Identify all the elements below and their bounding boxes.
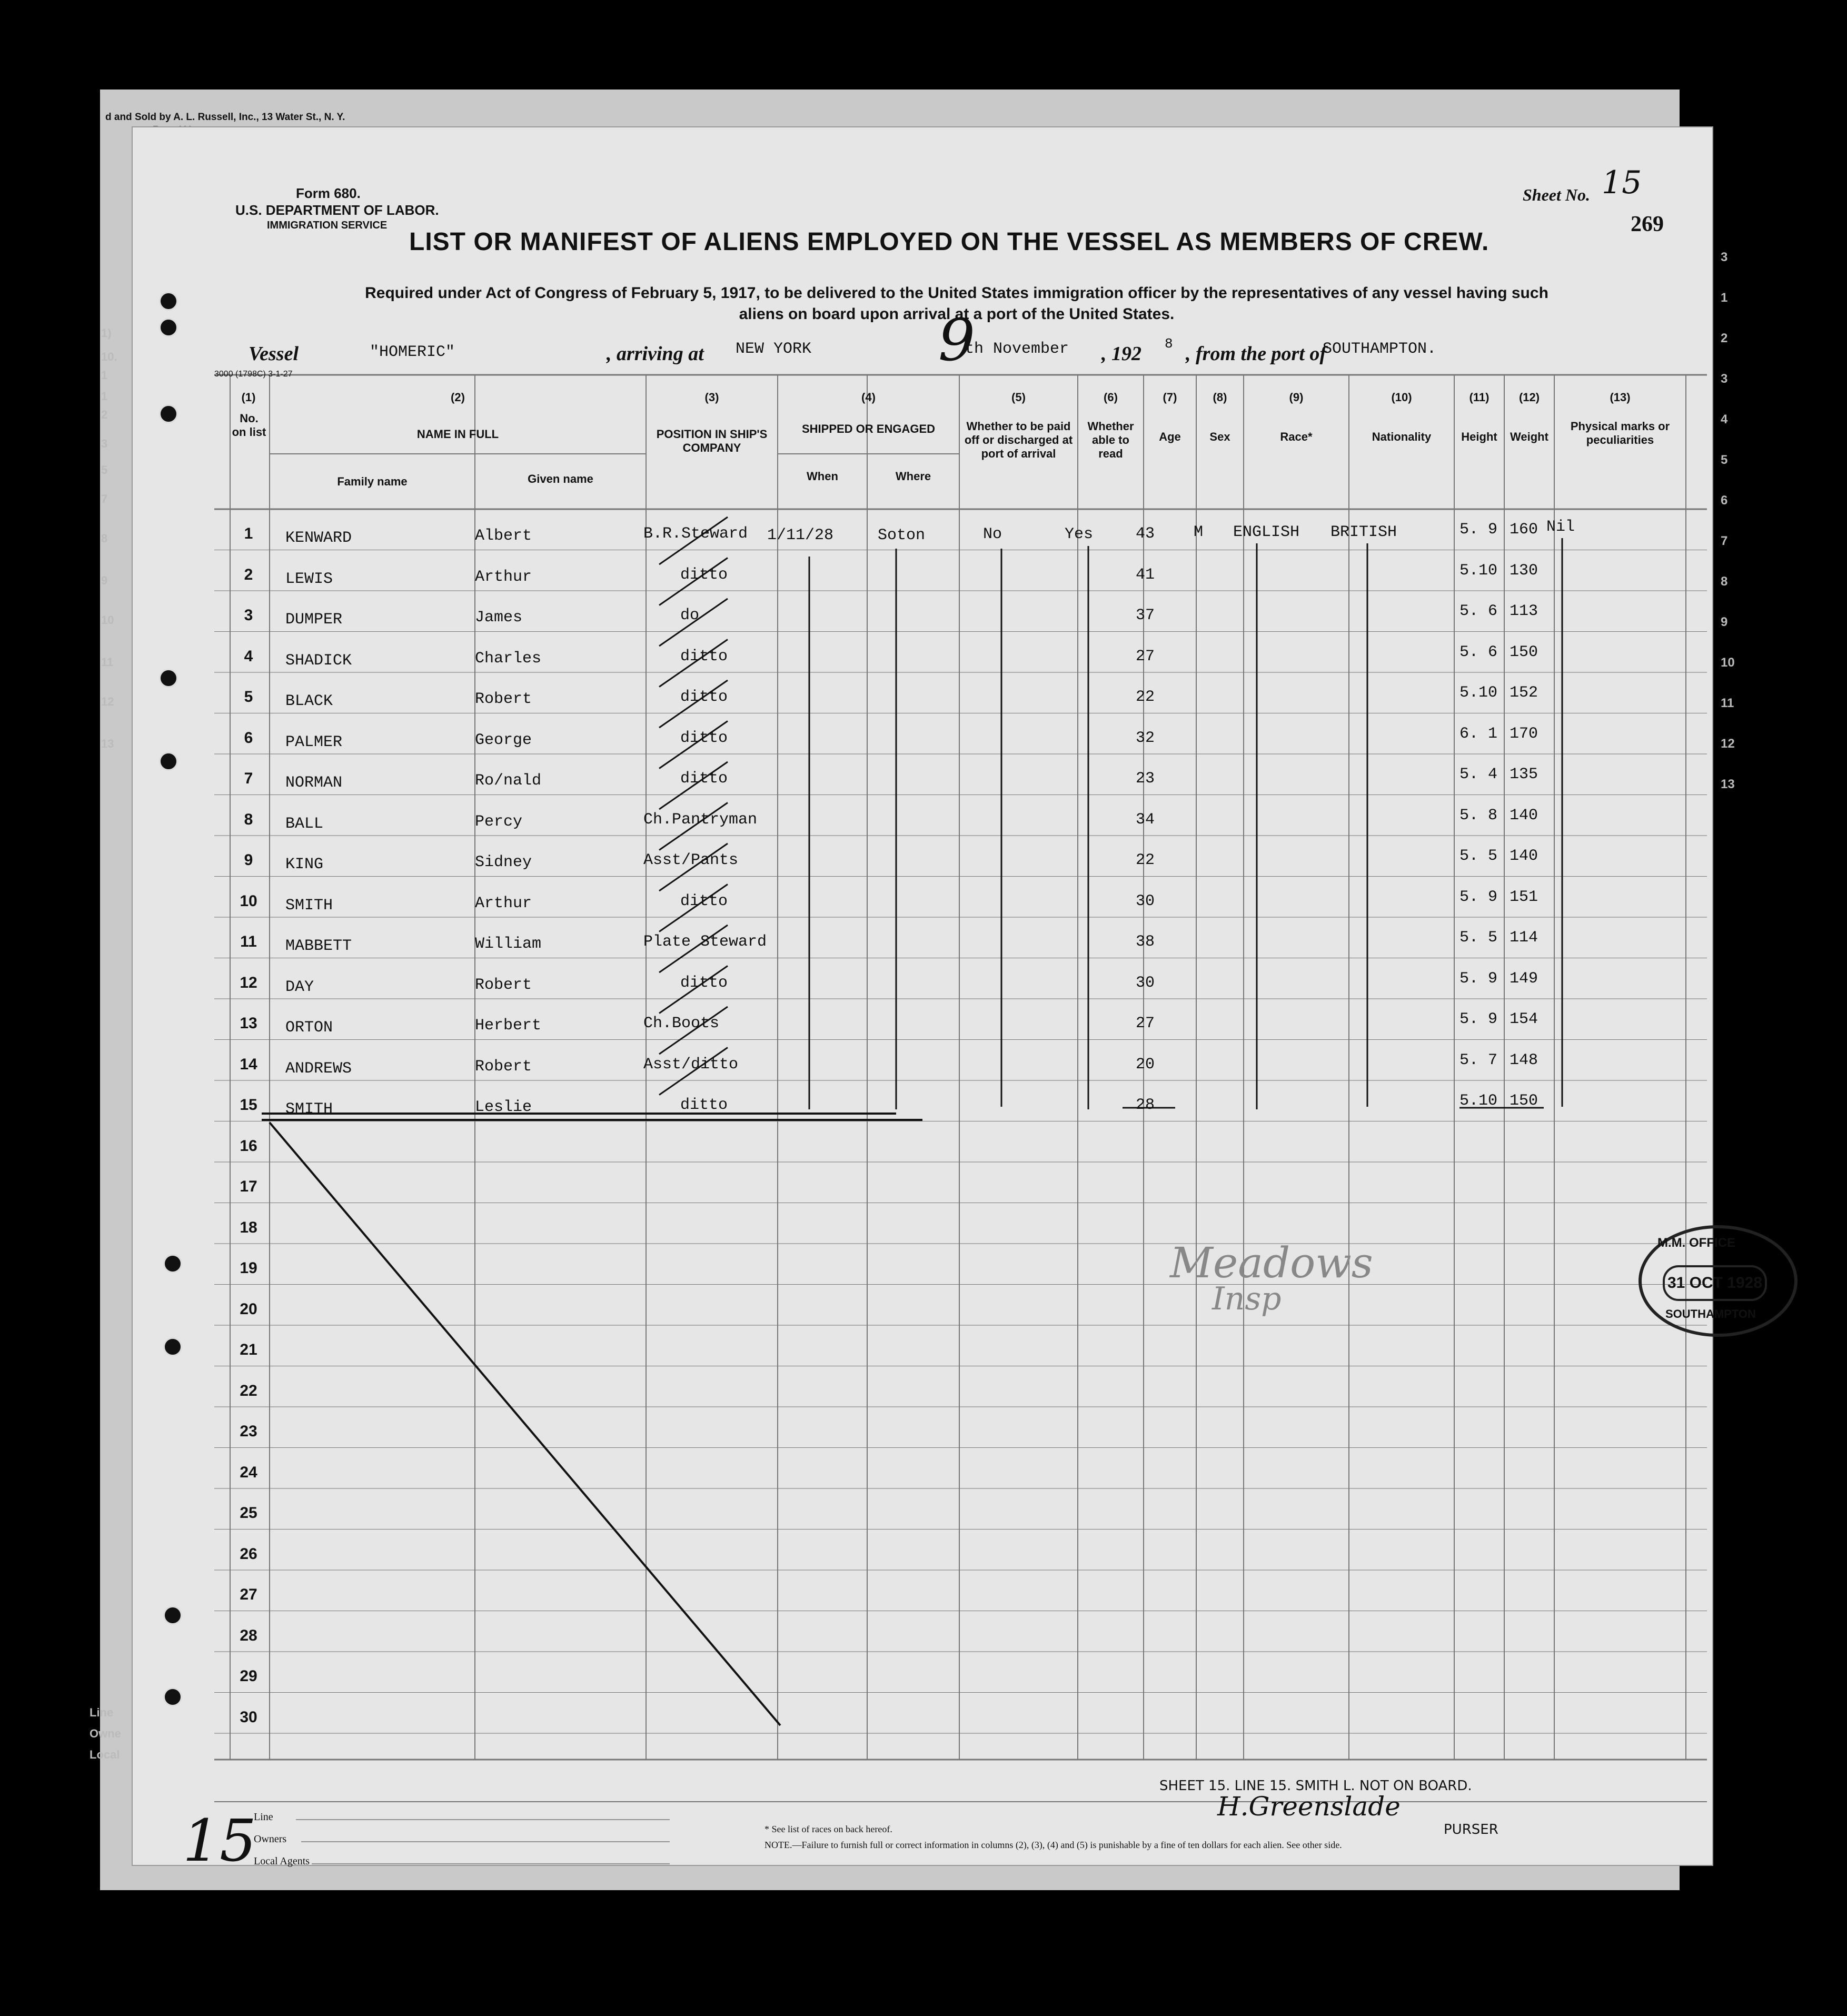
position: Plate Steward	[643, 933, 767, 951]
shipped-when: 1/11/28	[767, 527, 834, 544]
office-stamp	[1639, 1225, 1798, 1337]
age: 30	[1136, 974, 1155, 992]
age: 43	[1136, 525, 1155, 543]
given-name: Arthur	[475, 568, 532, 586]
vessel-label: Vessel	[249, 343, 299, 365]
age: 22	[1136, 688, 1155, 706]
margin-stub: 1)	[101, 326, 112, 340]
col4-where-header: Where	[895, 470, 931, 483]
col2-num: (2)	[451, 391, 465, 404]
row-number: 30	[240, 1708, 257, 1726]
given-name: James	[475, 609, 523, 627]
margin-stub: 5	[101, 463, 108, 476]
weight: 151	[1510, 888, 1538, 906]
col8-num: (8)	[1213, 391, 1227, 404]
margin-stub: 7	[101, 492, 108, 505]
family-name: DUMPER	[285, 611, 343, 629]
margin-stub: 9	[1721, 615, 1728, 629]
position: ditto	[680, 565, 728, 584]
marks-value: Nil	[1546, 518, 1575, 536]
col2-family-header: Family name	[337, 475, 408, 488]
row-number: 13	[240, 1015, 257, 1032]
margin-stub: 1	[1721, 291, 1728, 305]
col4-when-header: When	[807, 470, 838, 483]
col13-header: Physical marks or peculiarities	[1570, 420, 1670, 446]
height: 5. 6	[1459, 643, 1498, 661]
position: ditto	[680, 729, 728, 747]
arrival-date: th November	[965, 340, 1069, 358]
row-number: 25	[240, 1504, 257, 1522]
col6-header: Whether able to read	[1087, 420, 1134, 460]
sheet-label: Sheet No.	[1523, 185, 1590, 204]
position: ditto	[680, 770, 728, 788]
age: 30	[1136, 892, 1155, 910]
row-number: 19	[240, 1259, 257, 1277]
weight: 152	[1510, 684, 1538, 702]
row-number: 1	[244, 525, 253, 542]
row-number: 4	[244, 647, 253, 665]
given-name: Albert	[475, 527, 532, 545]
height: 5.10	[1459, 561, 1498, 580]
family-name: KING	[285, 856, 324, 873]
given-name: Leslie	[475, 1098, 532, 1116]
age: 28	[1136, 1096, 1155, 1114]
row-number: 2	[244, 565, 253, 583]
row-number: 6	[244, 729, 253, 747]
row-number: 29	[240, 1667, 257, 1685]
family-name: PALMER	[285, 733, 343, 751]
arriving-label: , arriving at	[607, 343, 704, 365]
col2-given-header: Given name	[528, 472, 593, 485]
purser-signature: H.Greenslade	[1217, 1791, 1401, 1822]
col12-header: Weight	[1510, 430, 1548, 443]
margin-stub: 12	[101, 695, 114, 708]
sheet-number: 15	[1602, 164, 1642, 201]
row-number: 17	[240, 1178, 257, 1195]
age: 32	[1136, 729, 1155, 747]
vessel-name: "HOMERIC"	[370, 343, 455, 361]
height: 5.10	[1459, 1092, 1498, 1110]
col7-num: (7)	[1163, 391, 1177, 404]
row-number: 27	[240, 1586, 257, 1603]
owners-label: Owners	[254, 1833, 287, 1845]
row-number: 11	[240, 933, 257, 950]
row-number: 9	[244, 851, 253, 869]
punch-hole	[159, 318, 178, 337]
punch-hole	[159, 292, 178, 311]
margin-stub: 9	[101, 574, 108, 587]
row-number: 14	[240, 1055, 257, 1073]
col1-header: No. on list	[232, 412, 266, 439]
purser-label: PURSER	[1444, 1822, 1498, 1838]
height: 5. 4	[1459, 766, 1498, 783]
subtitle-line-1: Required under Act of Congress of February 5, 1917, to be delivered to the United States immigration officer by the representatives of any vessel having such	[365, 284, 1548, 302]
margin-stub: 13	[101, 737, 114, 750]
weight: 114	[1510, 929, 1538, 947]
col3-header: POSITION IN SHIP'S COMPANY	[656, 428, 768, 454]
margin-stub: 11	[1721, 696, 1734, 710]
age: 20	[1136, 1055, 1155, 1074]
position: ditto	[680, 892, 728, 910]
margin-stub: Local	[90, 1748, 120, 1761]
row-number: 12	[240, 974, 257, 991]
weight: 150	[1510, 1092, 1538, 1110]
position: Asst/Pants	[643, 851, 739, 869]
given-name: Sidney	[475, 853, 532, 871]
family-name: SHADICK	[285, 651, 352, 670]
margin-stub: 3	[1721, 250, 1728, 264]
margin-stub: 11	[101, 656, 114, 669]
margin-stub: 13	[1721, 777, 1735, 791]
col4-header: SHIPPED OR ENGAGED	[801, 422, 936, 435]
height: 5. 5	[1459, 929, 1498, 947]
margin-stub: 10	[1721, 656, 1735, 670]
col9-header: Race*	[1280, 430, 1313, 443]
punch-hole	[163, 1606, 182, 1625]
margin-stub: 10.	[101, 350, 117, 363]
row-number: 15	[240, 1096, 257, 1114]
family-name: ANDREWS	[285, 1059, 352, 1078]
position: Ch.Pantryman	[643, 810, 758, 829]
margin-stub: 1	[101, 390, 108, 403]
able-to-read-value: Yes	[1065, 525, 1094, 543]
form-number: Form 680.	[296, 185, 361, 201]
given-name: Charles	[475, 649, 542, 668]
from-port: SOUTHAMPTON.	[1323, 340, 1437, 358]
position: ditto	[680, 688, 728, 706]
margin-stub: 2	[101, 408, 108, 421]
age: 27	[1136, 647, 1155, 666]
height: 5. 9	[1459, 521, 1498, 539]
family-name: SMITH	[285, 1100, 333, 1118]
paid-off-value: No	[983, 525, 1002, 543]
weight: 160	[1510, 521, 1538, 539]
given-name: Ro/nald	[475, 772, 542, 790]
family-name: ORTON	[285, 1019, 333, 1037]
family-name: DAY	[285, 978, 314, 996]
race-value: ENGLISH	[1233, 523, 1300, 541]
given-name: William	[475, 935, 542, 953]
stamp-place: SOUTHAMPTON	[1665, 1307, 1756, 1320]
age: 37	[1136, 607, 1155, 624]
margin-stub: 8	[1721, 574, 1728, 589]
row-number: 21	[240, 1341, 257, 1358]
col2-header: NAME IN FULL	[416, 428, 499, 441]
department: U.S. DEPARTMENT OF LABOR.	[235, 202, 439, 218]
given-name: Robert	[475, 1057, 532, 1076]
col10-header: Nationality	[1372, 430, 1432, 443]
family-name: MABBETT	[285, 937, 352, 955]
age: 38	[1136, 933, 1155, 951]
margin-stub: 6	[1721, 493, 1728, 508]
weight: 154	[1510, 1010, 1538, 1028]
given-name: Robert	[475, 976, 532, 994]
col10-num: (10)	[1391, 391, 1412, 404]
height: 5. 8	[1459, 806, 1498, 825]
given-name: George	[475, 731, 532, 749]
height: 6. 1	[1459, 724, 1498, 743]
family-name: BLACK	[285, 692, 333, 710]
penalty-note: NOTE.—Failure to furnish full or correct information in columns (2), (3), (4) and (5) is punishable by a fine of ten dollars for each alien. See other side.	[764, 1840, 1342, 1850]
agents-label: Local Agents	[254, 1855, 310, 1867]
subtitle-line-2: aliens on board upon arrival at a port of the United States.	[739, 305, 1175, 323]
shipped-where: Soton	[878, 527, 926, 544]
row-number: 24	[240, 1463, 257, 1481]
family-name: NORMAN	[285, 774, 343, 792]
weight: 140	[1510, 847, 1538, 865]
col4-num: (4)	[861, 391, 876, 404]
sex-value: M	[1194, 523, 1204, 541]
position: ditto	[680, 974, 728, 992]
manifest-sheet	[132, 126, 1763, 1874]
punch-hole	[159, 752, 178, 771]
form-grid	[133, 127, 1712, 1865]
year-label: , 192	[1101, 343, 1141, 365]
punch-hole	[163, 1254, 182, 1273]
stamp-number: 269	[1631, 212, 1664, 236]
punch-hole	[163, 1337, 182, 1356]
col11-num: (11)	[1469, 391, 1489, 404]
row-number: 5	[244, 688, 253, 706]
margin-stub: 2	[1721, 331, 1728, 345]
punch-hole	[159, 669, 178, 688]
margin-stub: 4	[1721, 412, 1728, 426]
weight: 148	[1510, 1051, 1538, 1069]
given-name: Robert	[475, 690, 532, 708]
age: 23	[1136, 770, 1155, 788]
position: ditto	[680, 1096, 728, 1114]
document-title: LIST OR MANIFEST OF ALIENS EMPLOYED ON THE VESSEL AS MEMBERS OF CREW.	[409, 228, 1489, 256]
line-label: Line	[254, 1811, 273, 1823]
given-name: Percy	[475, 812, 523, 831]
position: Asst/ditto	[643, 1055, 739, 1074]
position: Ch.Boots	[643, 1015, 720, 1032]
void-diagonal	[270, 1123, 780, 1725]
weight: 135	[1510, 766, 1538, 783]
height: 5. 9	[1459, 969, 1498, 988]
height: 5.10	[1459, 684, 1498, 702]
family-name: BALL	[285, 815, 324, 833]
inspector-signature: Meadows	[1170, 1238, 1373, 1287]
print-code: 3000 (1798C) 3-1-27	[214, 370, 293, 379]
margin-stub: 7	[1721, 534, 1728, 548]
inspector-title: Insp	[1212, 1280, 1282, 1317]
col12-num: (12)	[1518, 391, 1540, 404]
col7-header: Age	[1159, 430, 1181, 443]
height: 5. 9	[1459, 1010, 1498, 1028]
margin-stub: 10	[101, 613, 114, 627]
col6-num: (6)	[1104, 391, 1118, 404]
row-number: 16	[240, 1137, 257, 1155]
col9-num: (9)	[1289, 391, 1304, 404]
corner-mark: 15	[183, 1807, 256, 1874]
row-number: 8	[244, 810, 253, 828]
row-number: 7	[244, 770, 253, 787]
margin-stub: 1	[101, 369, 108, 382]
row-number: 28	[240, 1626, 257, 1644]
position: do	[680, 607, 700, 624]
age: 27	[1136, 1015, 1155, 1032]
col5-num: (5)	[1011, 391, 1026, 404]
stamp-date: 31 OCT 1928	[1663, 1265, 1767, 1301]
height: 5. 7	[1459, 1051, 1498, 1069]
printer-line: d and Sold by A. L. Russell, Inc., 13 Water St., N. Y.	[105, 112, 345, 123]
row-number: 26	[240, 1545, 257, 1563]
margin-stub: 3	[101, 437, 108, 450]
position: B.R.Steward	[643, 525, 748, 543]
row-number: 3	[244, 607, 253, 624]
col11-header: Height	[1461, 430, 1497, 443]
given-name: Herbert	[475, 1017, 542, 1035]
races-note: * See list of races on back hereof.	[764, 1824, 892, 1834]
height: 5. 9	[1459, 888, 1498, 906]
weight: 149	[1510, 969, 1538, 988]
margin-stub: 12	[1721, 737, 1735, 751]
margin-stub: Owne	[90, 1727, 121, 1740]
margin-stub: Line	[90, 1706, 114, 1719]
margin-stub: 3	[1721, 372, 1728, 386]
year-digit: 8	[1165, 336, 1173, 352]
col8-header: Sex	[1209, 430, 1230, 443]
row-number: 10	[240, 892, 257, 910]
weight: 170	[1510, 724, 1538, 743]
footer-note: SHEET 15. LINE 15. SMITH L. NOT ON BOARD.	[1159, 1778, 1472, 1794]
nationality-value: BRITISH	[1330, 523, 1397, 541]
arrival-day: 9	[938, 306, 975, 374]
family-name: KENWARD	[285, 529, 352, 547]
height: 5. 6	[1459, 602, 1498, 620]
family-name: LEWIS	[285, 570, 333, 588]
stamp-office: M.M. OFFICE	[1657, 1236, 1735, 1250]
row-number: 23	[240, 1423, 257, 1440]
service: IMMIGRATION SERVICE	[267, 220, 388, 231]
given-name: Arthur	[475, 894, 532, 912]
col3-num: (3)	[704, 391, 719, 404]
row-number: 22	[240, 1382, 257, 1399]
family-name: SMITH	[285, 896, 333, 915]
punch-hole	[159, 404, 178, 423]
arriving-port: NEW YORK	[736, 340, 812, 358]
weight: 140	[1510, 806, 1538, 825]
weight: 113	[1510, 602, 1538, 620]
age: 22	[1136, 851, 1155, 869]
age: 41	[1136, 565, 1155, 584]
col5-header: Whether to be paid off or discharged at port of arrival	[964, 420, 1073, 460]
margin-stub: 8	[101, 532, 108, 545]
margin-stub: 5	[1721, 453, 1728, 467]
col1-num: (1)	[241, 391, 256, 404]
height: 5. 5	[1459, 847, 1498, 865]
position: ditto	[680, 647, 728, 666]
from-label: , from the port of	[1186, 343, 1327, 365]
age: 34	[1136, 810, 1155, 829]
row-number: 20	[240, 1300, 257, 1318]
punch-hole	[163, 1687, 182, 1706]
weight: 130	[1510, 561, 1538, 580]
col13-num: (13)	[1610, 391, 1631, 404]
weight: 150	[1510, 643, 1538, 661]
row-number: 18	[240, 1218, 257, 1236]
